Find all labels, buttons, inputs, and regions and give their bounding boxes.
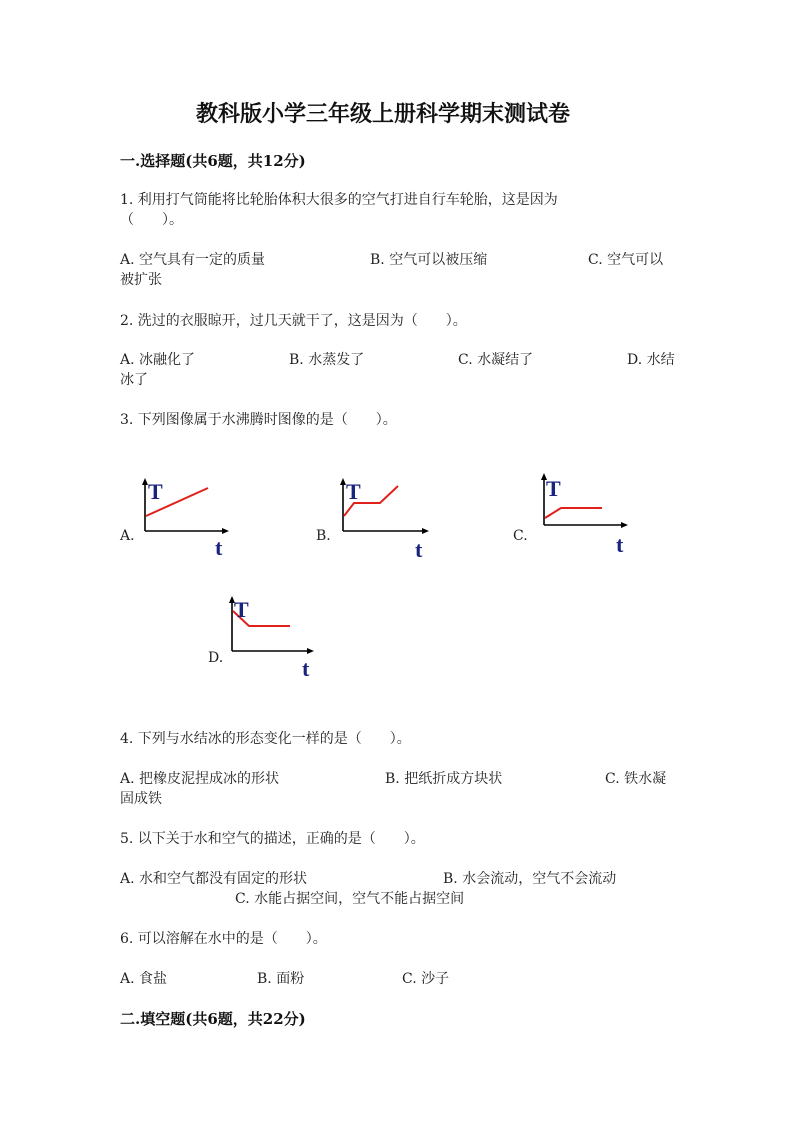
question-1-option-b: B. 空气可以被压缩 (370, 252, 488, 268)
question-1-text: 1. 利用打气筒能将比轮胎体积大很多的空气打进自行车轮胎，这是因为 (120, 192, 558, 208)
graph-a-x-letter: t (215, 535, 223, 560)
question-2-option-a: A. 冰融化了 (120, 352, 196, 368)
question-6-option-b: B. 面粉 (257, 971, 305, 987)
section-2-heading: 二.填空题(共6题，共22分) (120, 1010, 306, 1028)
question-4-option-c: C. 铁水凝 (605, 771, 667, 787)
question-4-option-b: B. 把纸折成方块状 (385, 771, 503, 787)
graph-c-x-letter: t (616, 532, 624, 557)
question-1-option-c-cont: 被扩张 (120, 272, 162, 288)
graph-d-y-letter: T (234, 597, 249, 622)
question-5-option-b: B. 水会流动，空气不会流动 (443, 871, 617, 887)
graph-c-label: C. (513, 528, 528, 544)
question-3-text: 3. 下列图像属于水沸腾时图像的是（ ）。 (120, 412, 397, 428)
question-1-option-c: C. 空气可以 (588, 252, 664, 268)
question-2-option-b: B. 水蒸发了 (289, 352, 365, 368)
question-4-option-c-cont: 固成铁 (120, 791, 162, 807)
question-2-option-d: D. 水结 (627, 352, 675, 368)
page-title: 教科版小学三年级上册科学期末测试卷 (196, 101, 571, 127)
graph-a-x-arrow (222, 528, 229, 534)
question-2-option-d-cont: 冰了 (120, 372, 148, 388)
graph-b-x-arrow (422, 528, 429, 534)
graph-d-x-arrow (307, 648, 314, 654)
graph-d-label: D. (208, 650, 224, 666)
question-1-option-a: A. 空气具有一定的质量 (120, 252, 266, 268)
section-1-heading: 一.选择题(共6题，共12分) (120, 152, 306, 170)
graph-a-y-letter: T (148, 479, 163, 504)
question-2-text: 2. 洗过的衣服晾开，过几天就干了，这是因为（ ）。 (120, 313, 467, 329)
graph-a-label: A. (120, 528, 135, 544)
question-2-option-c: C. 水凝结了 (458, 352, 534, 368)
graph-c-curve (545, 508, 602, 518)
question-6-option-c: C. 沙子 (402, 971, 450, 987)
graph-b-label: B. (316, 528, 331, 544)
graph-b-x-letter: t (415, 537, 423, 560)
graph-d-x-letter: t (302, 656, 310, 681)
graph-c-x-arrow (621, 522, 628, 528)
question-6-text: 6. 可以溶解在水中的是（ ）。 (120, 931, 327, 947)
graph-d (225, 593, 325, 681)
graph-c-y-letter: T (546, 476, 561, 501)
graph-b (336, 475, 436, 560)
question-6-option-a: A. 食盐 (120, 971, 168, 987)
question-1-blank: （ ）。 (120, 212, 183, 228)
question-5-text: 5. 以下关于水和空气的描述，正确的是（ ）。 (120, 831, 425, 847)
graph-b-y-letter: T (346, 479, 361, 504)
question-5-option-c: C. 水能占据空间，空气不能占据空间 (235, 891, 465, 907)
graph-a (138, 475, 238, 560)
graph-c (537, 470, 637, 558)
question-5-option-a: A. 水和空气都没有固定的形状 (120, 871, 308, 887)
question-4-option-a: A. 把橡皮泥捏成冰的形状 (120, 771, 280, 787)
question-4-text: 4. 下列与水结冰的形态变化一样的是（ ）。 (120, 731, 411, 747)
